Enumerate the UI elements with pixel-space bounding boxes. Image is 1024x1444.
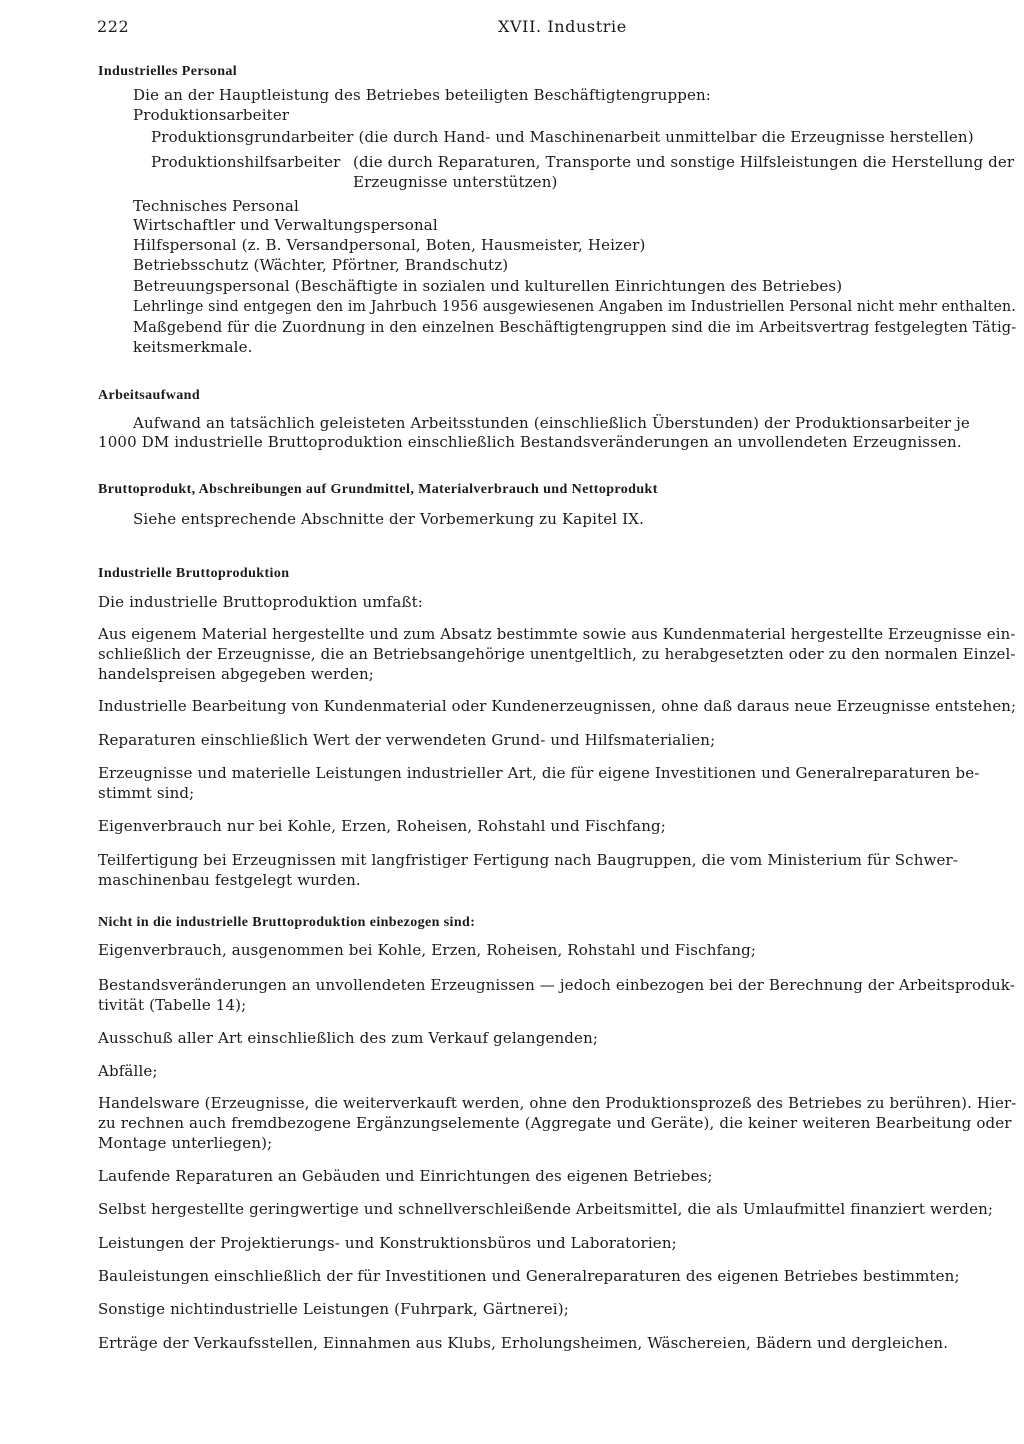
text-line: Technisches Personal [133,197,299,215]
text-line: Montage unterliegen); [98,1134,273,1152]
section-heading-bruttoproduktion: Industrielle Bruttoproduktion [98,566,290,581]
section-heading-arbeitsaufwand: Arbeitsaufwand [98,388,201,403]
section-heading-personal: Industrielles Personal [98,64,238,79]
text-line: keitsmerkmale. [133,338,253,356]
text-line: Bauleistungen einschließlich der für Investitionen und Generalreparaturen des eigenen Betriebes bestimmten; [98,1267,960,1285]
text-line: tivität (Tabelle 14); [98,996,247,1014]
text-line: Handelsware (Erzeugnisse, die weiterverkauft werden, ohne den Produktionsprozeß des Betriebes zu berühren). Hier- [98,1094,1017,1112]
text-line: Hilfspersonal (z. B. Versandpersonal, Boten, Hausmeister, Heizer) [133,236,646,254]
text-line: Siehe entsprechende Abschnitte der Vorbemerkung zu Kapitel IX. [133,510,644,528]
section-heading-bruttoprodukt: Bruttoprodukt, Abschreibungen auf Grundmittel, Materialverbrauch und Nettoprodukt [98,482,658,497]
text-line: Wirtschaftler und Verwaltungspersonal [133,216,438,234]
text-line: Betriebsschutz (Wächter, Pförtner, Brandschutz) [133,256,509,274]
text-line: zu rechnen auch fremdbezogene Ergänzungselemente (Aggregate und Geräte), die keiner weiteren Bearbeitung oder [98,1114,1012,1132]
text-line: (die durch Reparaturen, Transporte und sonstige Hilfsleistungen die Herstellung der [353,153,1015,171]
text-line: Produktionshilfsarbeiter [151,153,341,171]
text-line: Betreuungspersonal (Beschäftigte in sozialen und kulturellen Einrichtungen des Betriebes) [133,277,843,295]
text-line: handelspreisen abgegeben werden; [98,665,374,683]
text-line: Die an der Hauptleistung des Betriebes beteiligten Beschäftigtengruppen: [133,86,712,104]
text-line: schließlich der Erzeugnisse, die an Betriebsangehörige unentgeltlich, zu herabgesetzten oder zu den normalen Einzel- [98,645,1016,663]
text-line: Ausschuß aller Art einschließlich des zum Verkauf gelangenden; [98,1029,599,1047]
page-number: 222 [97,17,130,36]
text-line: Abfälle; [98,1062,158,1080]
text-line: 1000 DM industrielle Bruttoproduktion einschließlich Bestandsveränderungen an unvollendeten Erzeugnissen. [98,433,962,451]
text-line: Reparaturen einschließlich Wert der verwendeten Grund- und Hilfsmaterialien; [98,731,716,749]
text-line: Lehrlinge sind entgegen den im Jahrbuch 1956 ausgewiesenen Angaben im Industriellen Personal nicht mehr enthalten. [133,297,1016,315]
text-line: Sonstige nichtindustrielle Leistungen (Fuhrpark, Gärtnerei); [98,1300,569,1318]
text-line: Aus eigenem Material hergestellte und zum Absatz bestimmte sowie aus Kundenmaterial hergestellte Erzeugnisse ein- [98,625,1016,643]
text-line: Erzeugnisse und materielle Leistungen industrieller Art, die für eigene Investitionen und Generalreparaturen be- [98,764,980,782]
text-line: Produktionsarbeiter [133,106,290,124]
text-line: Selbst hergestellte geringwertige und schnellverschleißende Arbeitsmittel, die als Umlaufmittel finanziert werden; [98,1200,994,1218]
text-line: Eigenverbrauch nur bei Kohle, Erzen, Roheisen, Rohstahl und Fischfang; [98,817,666,835]
text-line: Industrielle Bearbeitung von Kundenmaterial oder Kundenerzeugnissen, ohne daß daraus neue Erzeugnisse entstehen; [98,697,1017,715]
text-line: stimmt sind; [98,784,195,802]
text-line: Produktionsgrundarbeiter (die durch Hand- und Maschinenarbeit unmittelbar die Erzeugnisse herstellen) [151,128,974,146]
text-line: Leistungen der Projektierungs- und Konstruktionsbüros und Laboratorien; [98,1234,677,1252]
text-line: Erträge der Verkaufsstellen, Einnahmen aus Klubs, Erholungsheimen, Wäschereien, Bädern und dergleichen. [98,1334,949,1352]
text-line: Erzeugnisse unterstützen) [353,173,558,191]
text-line: Laufende Reparaturen an Gebäuden und Einrichtungen des eigenen Betriebes; [98,1167,713,1185]
text-line: Aufwand an tatsächlich geleisteten Arbeitsstunden (einschließlich Überstunden) der Produktionsarbeiter je [133,414,970,432]
section-heading-nicht-einbezogen: Nicht in die industrielle Bruttoproduktion einbezogen sind: [98,915,476,930]
text-line: Maßgebend für die Zuordnung in den einzelnen Beschäftigtengruppen sind die im Arbeitsvertrag festgelegten Tätig- [133,318,1017,336]
text-line: Die industrielle Bruttoproduktion umfaßt: [98,593,424,611]
text-line: maschinenbau festgelegt wurden. [98,871,361,889]
text-line: Teilfertigung bei Erzeugnissen mit langfristiger Fertigung nach Baugruppen, die vom Ministerium für Schwer- [98,851,959,869]
text-line: Eigenverbrauch, ausgenommen bei Kohle, Erzen, Roheisen, Rohstahl und Fischfang; [98,941,757,959]
chapter-title: XVII. Industrie [498,17,627,36]
text-line: Bestandsveränderungen an unvollendeten Erzeugnissen — jedoch einbezogen bei der Berechnung der Arbeitsproduk- [98,976,1015,994]
